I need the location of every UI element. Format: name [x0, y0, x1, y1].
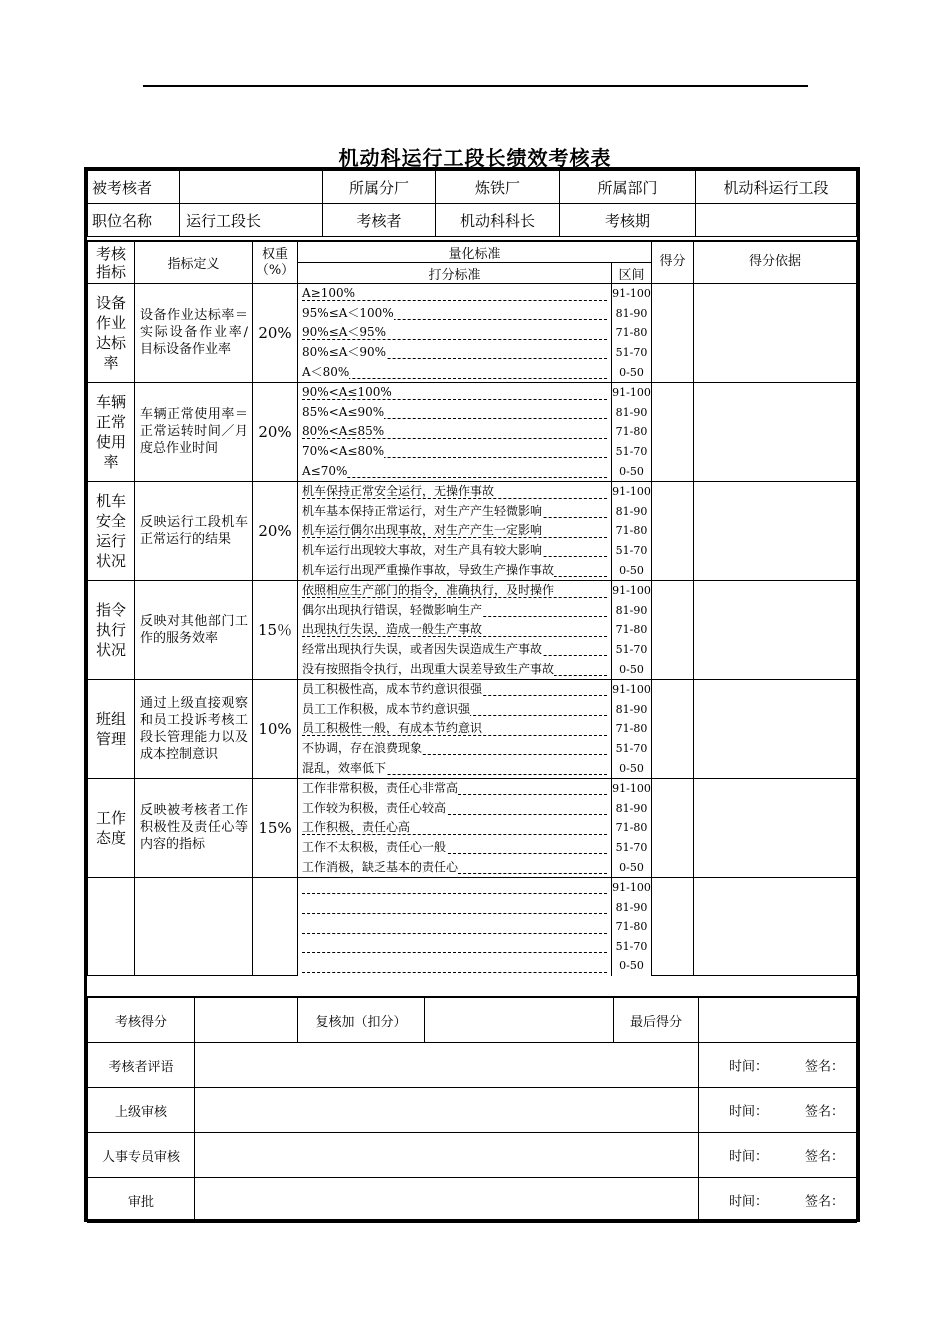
- score-range: 71-80: [612, 917, 652, 937]
- header-range: 区间: [612, 263, 652, 284]
- score-range: 0-50: [612, 461, 652, 481]
- info-label: 职位名称: [88, 204, 180, 237]
- indicator-definition: 车辆正常使用率＝正常运转时间／月度总作业时间: [135, 382, 253, 481]
- sign-label: 签名：: [804, 1059, 844, 1075]
- scoring-rule-text: 员工工作积极，成本节约意识强: [302, 701, 471, 716]
- indicator-weight: 15％: [253, 580, 298, 679]
- score-range: 0-50: [612, 956, 652, 976]
- sign-label: 签名：: [804, 1194, 844, 1210]
- indicator-row: [88, 778, 857, 798]
- info-value[interactable]: 机动科运行工段: [696, 171, 857, 204]
- score-cell[interactable]: [652, 284, 694, 383]
- scoring-rule: [298, 798, 612, 818]
- scoring-rule-text: 工作非常积极，责任心非常高: [302, 781, 459, 796]
- basis-cell[interactable]: [694, 284, 857, 383]
- score-cell[interactable]: [652, 679, 694, 778]
- score-range: 71-80: [612, 719, 652, 739]
- indicator-row: [88, 284, 857, 304]
- info-value[interactable]: 运行工段长: [180, 204, 323, 237]
- info-value[interactable]: 炼铁厂: [436, 171, 560, 204]
- sign-label: 签名：: [804, 1149, 844, 1165]
- scoring-rule: [298, 659, 612, 679]
- score-cell[interactable]: [652, 877, 694, 975]
- review-add-label: 复核加（扣分）: [298, 997, 425, 1043]
- header-weight: 权重 （%）: [253, 241, 298, 284]
- scoring-rule-text: 混乱，效率低下: [302, 760, 387, 775]
- score-range: 51-70: [612, 937, 652, 957]
- approval-row: [88, 1043, 857, 1088]
- approval-label: 审批: [88, 1178, 195, 1223]
- scoring-rule-text: 工作较为积极，责任心较高: [302, 800, 447, 815]
- scoring-rule-text: 没有按照指令执行，出现重大误差导致生产事故: [302, 661, 555, 676]
- scoring-rule: [298, 679, 612, 699]
- indicator-table: [87, 240, 857, 976]
- scoring-rule-text: A＜80%: [302, 364, 350, 379]
- basis-cell[interactable]: [694, 778, 857, 877]
- score-range: 81-90: [612, 502, 652, 522]
- header-row: [88, 241, 857, 263]
- scoring-rule: [298, 541, 612, 561]
- score-range: 0-50: [612, 659, 652, 679]
- scoring-rule-text: A≥100%: [302, 286, 356, 301]
- score-range: 51-70: [612, 541, 652, 561]
- scoring-rule: [298, 521, 612, 541]
- scoring-rule: [298, 442, 612, 462]
- scoring-rule-text: 机车运行出现严重操作事故，导致生产操作事故: [302, 562, 555, 577]
- page-title: 机动科运行工段长绩效考核表: [338, 146, 612, 170]
- scoring-rule: [298, 323, 612, 343]
- score-range: 71-80: [612, 323, 652, 343]
- score-range: 91-100: [612, 679, 652, 699]
- final-score-value[interactable]: [699, 997, 857, 1043]
- scoring-rule-text: 偶尔出现执行错误，轻微影响生产: [302, 602, 483, 617]
- info-row-2: [88, 204, 857, 237]
- indicator-row: [88, 382, 857, 402]
- approval-comment[interactable]: [195, 1043, 768, 1088]
- info-label: 考核者: [323, 204, 436, 237]
- header-scoring: 打分标准: [298, 263, 612, 284]
- scoring-rule-text: 95%≤A＜100%: [302, 305, 394, 320]
- scoring-rule-text: 员工积极性高，成本节约意识很强: [302, 682, 483, 697]
- scoring-rule: [298, 640, 612, 660]
- scoring-rule: [298, 620, 612, 640]
- indicator-row: [88, 877, 857, 897]
- indicator-weight: 20%: [253, 481, 298, 580]
- score-range: 0-50: [612, 758, 652, 778]
- indicator-weight: [253, 877, 298, 975]
- scoring-rule: [298, 838, 612, 858]
- scoring-rule: [298, 304, 612, 324]
- indicator-weight: 15%: [253, 778, 298, 877]
- header-quant: 量化标准: [298, 241, 652, 263]
- indicator-name: 机车安全运行状况: [88, 481, 135, 580]
- basis-cell[interactable]: [694, 679, 857, 778]
- time-label: 时间：: [728, 1194, 768, 1210]
- scoring-rule: [298, 601, 612, 621]
- scoring-rule-text: 85%<A≤90%: [302, 404, 385, 419]
- basis-cell[interactable]: [694, 382, 857, 481]
- score-range: 91-100: [612, 382, 652, 402]
- scoring-rule-text: 工作积极，责任心高: [302, 820, 411, 835]
- scoring-rule: [298, 502, 612, 522]
- indicator-row: [88, 580, 857, 600]
- approval-row: [88, 1088, 857, 1133]
- scoring-rule-text: A≤70%: [302, 463, 348, 478]
- score-range: 91-100: [612, 877, 652, 897]
- scoring-rule: [298, 956, 612, 976]
- score-range: 51-70: [612, 739, 652, 759]
- score-range: 0-50: [612, 362, 652, 382]
- scoring-rule: [298, 382, 612, 402]
- indicator-name: 指令执行状况: [88, 580, 135, 679]
- indicator-name: 班组管理: [88, 679, 135, 778]
- info-value[interactable]: [696, 204, 857, 237]
- scoring-rule-text: 不协调，存在浪费现象: [302, 740, 423, 755]
- scoring-rule-text: 出现执行失误，造成一般生产事故: [302, 622, 483, 637]
- info-label: 所属部门: [560, 171, 696, 204]
- final-score-label: 最后得分: [614, 997, 699, 1043]
- indicator-name: 车辆正常使用率: [88, 382, 135, 481]
- indicator-body: [88, 284, 857, 976]
- scoring-rule-text: 90%<A≤100%: [302, 385, 392, 400]
- score-label: 考核得分: [88, 997, 195, 1043]
- scoring-rule-text: 机车运行出现较大事故，对生产具有较大影响: [302, 543, 543, 558]
- header-definition: 指标定义: [135, 241, 253, 284]
- indicator-weight: 10%: [253, 679, 298, 778]
- indicator-definition: 通过上级直接观察和员工投诉考核工段长管理能力以及成本控制意识: [135, 679, 253, 778]
- score-row: [88, 997, 857, 1043]
- scoring-rule-text: 80%≤A＜90%: [302, 345, 387, 360]
- scoring-rule: [298, 699, 612, 719]
- scoring-rule: [298, 818, 612, 838]
- scoring-rule: [298, 580, 612, 600]
- scoring-rule: [298, 461, 612, 481]
- basis-cell[interactable]: [694, 481, 857, 580]
- indicator-weight: 20%: [253, 382, 298, 481]
- scoring-rule: [298, 917, 612, 937]
- indicator-name: 设备作业达标率: [88, 284, 135, 383]
- approval-table: [87, 996, 857, 1223]
- scoring-rule-text: 机车基本保持正常运行，对生产产生轻微影响: [302, 503, 543, 518]
- scoring-rule: [298, 343, 612, 363]
- score-range: 81-90: [612, 403, 652, 423]
- scoring-rule: [298, 937, 612, 957]
- indicator-row: [88, 481, 857, 501]
- scoring-rule: [298, 758, 612, 778]
- approval-sign-cell[interactable]: [699, 1043, 857, 1088]
- indicator-definition: 设备作业达标率＝实际设备作业率/目标设备作业率: [135, 284, 253, 383]
- score-range: 71-80: [612, 422, 652, 442]
- scoring-rule-text: 员工积极性一般，有成本节约意识: [302, 721, 483, 736]
- indicator-name: [88, 877, 135, 975]
- indicator-definition: [135, 877, 253, 975]
- info-value[interactable]: 机动科科长: [436, 204, 560, 237]
- approval-label: 人事专员审核: [88, 1133, 195, 1178]
- time-label: 时间：: [728, 1059, 768, 1075]
- approval-label: 上级审核: [88, 1088, 195, 1133]
- info-label: 所属分厂: [323, 171, 436, 204]
- scoring-rule-text: 依照相应生产部门的指令，准确执行，及时操作: [302, 583, 555, 598]
- scoring-rule: [298, 481, 612, 501]
- score-range: 51-70: [612, 343, 652, 363]
- score-range: 51-70: [612, 838, 652, 858]
- score-range: 91-100: [612, 580, 652, 600]
- score-cell[interactable]: [652, 382, 694, 481]
- score-cell[interactable]: [652, 580, 694, 679]
- score-range: 91-100: [612, 284, 652, 304]
- indicator-name: 工作态度: [88, 778, 135, 877]
- scoring-rule: [298, 422, 612, 442]
- indicator-definition: 反映被考核者工作积极性及责任心等内容的指标: [135, 778, 253, 877]
- info-table: [87, 170, 857, 237]
- scoring-rule-text: 90%≤A＜95%: [302, 325, 387, 340]
- scoring-rule-text: 80%<A≤85%: [302, 424, 385, 439]
- approval-label: 考核者评语: [88, 1043, 195, 1088]
- basis-cell[interactable]: [694, 580, 857, 679]
- scoring-rule-text: 机车保持正常安全运行，无操作事故: [302, 484, 495, 499]
- scoring-rule: [298, 560, 612, 580]
- score-cell[interactable]: [652, 778, 694, 877]
- score-range: 91-100: [612, 481, 652, 501]
- score-range: 81-90: [612, 798, 652, 818]
- info-label: 考核期: [560, 204, 696, 237]
- score-range: 51-70: [612, 640, 652, 660]
- score-range: 81-90: [612, 304, 652, 324]
- approval-body: [88, 1043, 857, 1223]
- indicator-weight: 20%: [253, 284, 298, 383]
- time-label: 时间：: [728, 1149, 768, 1165]
- scoring-rule: [298, 857, 612, 877]
- score-range: 0-50: [612, 560, 652, 580]
- scoring-rule-text: 工作消极，缺乏基本的责任心: [302, 859, 459, 874]
- header-rule: [143, 85, 808, 87]
- indicator-definition: 反映运行工段机车正常运行的结果: [135, 481, 253, 580]
- score-range: 71-80: [612, 818, 652, 838]
- scoring-rule: [298, 739, 612, 759]
- info-label: 被考核者: [88, 171, 180, 204]
- scoring-rule: [298, 778, 612, 798]
- approval-sign-cell[interactable]: [699, 1133, 857, 1178]
- approval-row: [88, 1133, 857, 1178]
- scoring-rule: [298, 897, 612, 917]
- approval-row: [88, 1178, 857, 1223]
- scoring-rule-text: 机车运行偶尔出现事故，对生产产生一定影响: [302, 523, 543, 538]
- approval-sign-cell[interactable]: [699, 1178, 857, 1223]
- info-row-1: [88, 171, 857, 204]
- score-range: 81-90: [612, 897, 652, 917]
- approval-sign-cell[interactable]: [699, 1088, 857, 1133]
- info-value[interactable]: [180, 171, 323, 204]
- score-range: 51-70: [612, 442, 652, 462]
- header-basis: 得分依据: [694, 241, 857, 284]
- approval-comment[interactable]: [195, 1133, 768, 1178]
- score-range: 81-90: [612, 699, 652, 719]
- approval-comment[interactable]: [195, 1088, 768, 1133]
- score-range: 81-90: [612, 601, 652, 621]
- score-value[interactable]: [195, 997, 298, 1043]
- indicator-definition: 反映对其他部门工作的服务效率: [135, 580, 253, 679]
- header-indicator: 考核 指标: [88, 241, 135, 284]
- header-score: 得分: [652, 241, 694, 284]
- scoring-rule: [298, 403, 612, 423]
- scoring-rule: [298, 719, 612, 739]
- score-range: 71-80: [612, 521, 652, 541]
- approval-comment[interactable]: [195, 1178, 768, 1223]
- scoring-rule-text: 70%<A≤80%: [302, 444, 385, 459]
- score-range: 91-100: [612, 778, 652, 798]
- sign-label: 签名：: [804, 1104, 844, 1120]
- score-range: 0-50: [612, 857, 652, 877]
- scoring-rule: [298, 877, 612, 897]
- scoring-rule: [298, 284, 612, 304]
- scoring-rule-text: 经常出现执行失误，或者因失误造成生产事故: [302, 641, 543, 656]
- scoring-rule: [298, 362, 612, 382]
- time-label: 时间：: [728, 1104, 768, 1120]
- score-range: 71-80: [612, 620, 652, 640]
- scoring-rule-text: 工作不太积极，责任心一般: [302, 839, 447, 854]
- basis-cell[interactable]: [694, 877, 857, 975]
- indicator-row: [88, 679, 857, 699]
- review-add-value[interactable]: [425, 997, 614, 1043]
- score-cell[interactable]: [652, 481, 694, 580]
